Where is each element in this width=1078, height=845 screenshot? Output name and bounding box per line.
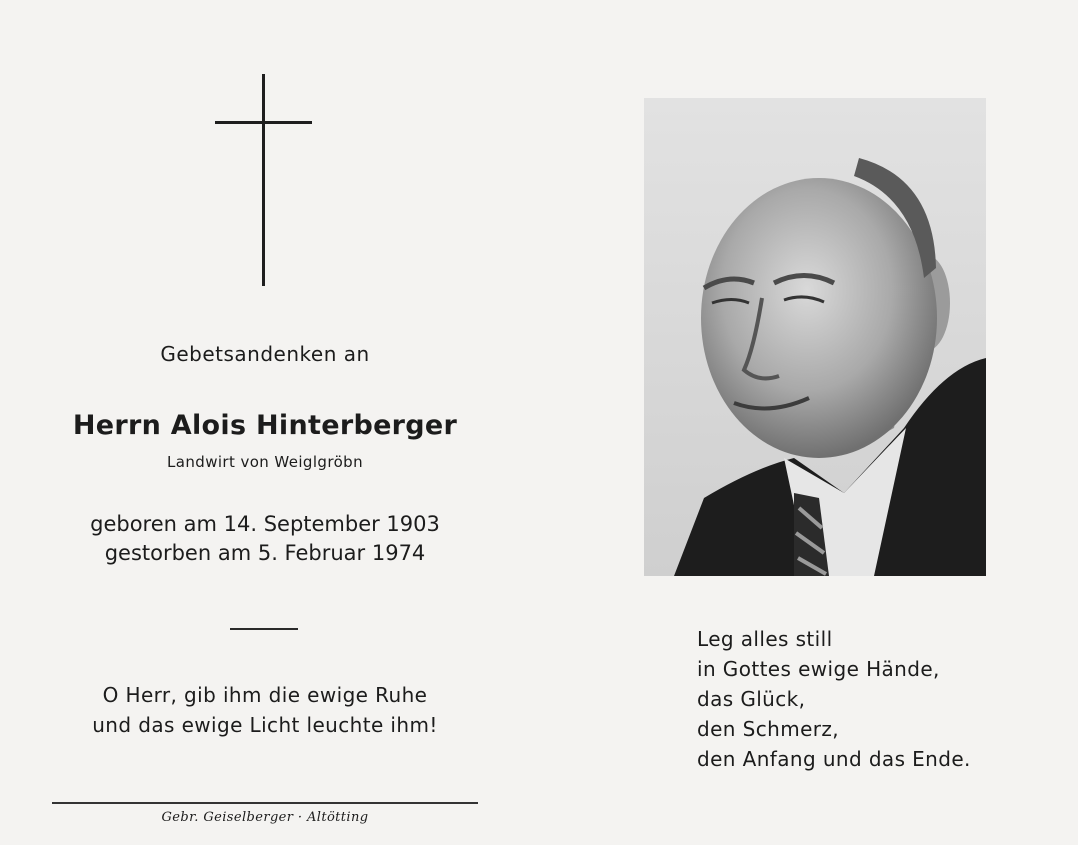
prayer-line-1: O Herr, gib ihm die ewige Ruhe (102, 683, 428, 707)
poem (697, 624, 971, 774)
cross-vertical-bar (262, 74, 265, 286)
prayer-line-2: und das ewige Licht leuchte ihm! (92, 713, 438, 737)
poem-line: den Schmerz, (697, 717, 840, 741)
intro-text: Gebetsandenken an (160, 342, 370, 366)
portrait-illustration (644, 98, 986, 576)
poem-line: in Gottes ewige Hände, (697, 657, 940, 681)
poem-line: Leg alles still (697, 627, 833, 651)
deceased-name: Herrn Alois Hinterberger (72, 410, 458, 441)
death-date: gestorben am 5. Februar 1974 (104, 541, 426, 565)
portrait-photo (644, 98, 986, 576)
divider-short (230, 628, 298, 630)
life-dates (40, 510, 490, 568)
poem-line: den Anfang und das Ende. (697, 747, 971, 771)
cross-horizontal-bar (215, 121, 312, 124)
divider-long (52, 802, 478, 804)
printer-credit: Gebr. Geiselberger · Altötting (161, 810, 369, 825)
birth-date: geboren am 14. September 1903 (90, 512, 440, 536)
occupation-text: Landwirt von Weiglgröbn (167, 453, 363, 471)
poem-line: das Glück, (697, 687, 806, 711)
prayer-text (40, 680, 490, 740)
